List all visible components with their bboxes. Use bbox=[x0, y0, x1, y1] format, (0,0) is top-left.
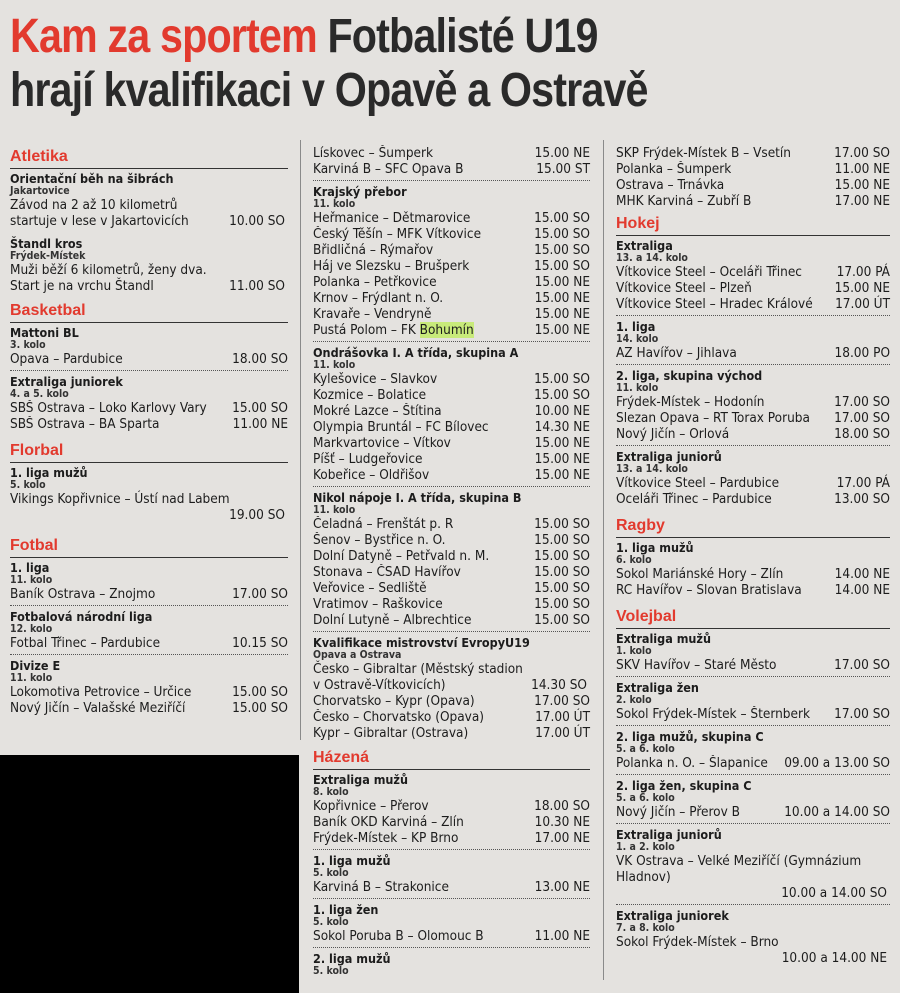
match-list bbox=[313, 928, 590, 944]
match-teams: SBŠ Ostrava – BA Sparta bbox=[10, 416, 160, 432]
match-row bbox=[616, 161, 890, 177]
match-teams: Polanka n. O. – Šlapanice bbox=[616, 755, 768, 771]
match-time: 17.00 NE bbox=[534, 830, 590, 846]
match-time: 11.00 NE bbox=[834, 161, 890, 177]
match-time: 13.00 NE bbox=[534, 879, 590, 895]
match-row bbox=[616, 280, 890, 296]
headline-line-1 bbox=[10, 10, 771, 64]
headline-red: Kam za sportem bbox=[10, 10, 317, 63]
league-name: Extraliga mužů bbox=[313, 772, 408, 787]
match-teams: Kobeřice – Oldřišov bbox=[313, 467, 430, 483]
match-time: 15.00 SO bbox=[534, 564, 590, 580]
match-time: 15.00 NE bbox=[834, 280, 890, 296]
match-time: 15.00 NE bbox=[534, 274, 590, 290]
match-teams: Karviná B – Strakonice bbox=[313, 879, 449, 895]
match-teams: Sokol Poruba B – Olomouc B bbox=[313, 928, 484, 944]
match-time: 17.00 SO bbox=[834, 657, 890, 673]
match-row bbox=[313, 290, 590, 306]
match-row bbox=[313, 928, 590, 944]
match-time: 17.00 SO bbox=[534, 693, 590, 709]
match-teams: Kravaře – Vendryně bbox=[313, 306, 432, 322]
match-teams: Mokré Lazce – Štítina bbox=[313, 403, 442, 419]
match-list bbox=[313, 879, 590, 895]
match-row bbox=[616, 177, 890, 193]
match-time: 17.00 SO bbox=[232, 586, 288, 602]
match-time: 19.00 SO bbox=[229, 507, 285, 523]
match-time: 09.00 a 13.00 SO bbox=[784, 755, 890, 771]
match-row bbox=[616, 804, 890, 820]
match-list bbox=[616, 345, 890, 361]
event-description bbox=[10, 262, 288, 294]
match-time: 15.00 SO bbox=[534, 226, 590, 242]
match-row bbox=[10, 416, 288, 432]
match-teams: Markvartovice – Vítkov bbox=[313, 435, 451, 451]
match-teams: Baník OKD Karviná – Zlín bbox=[313, 814, 464, 830]
match-teams: Polanka – Petřkovice bbox=[313, 274, 437, 290]
event-time: 11.00 SO bbox=[229, 278, 285, 294]
match-time: 17.00 ÚT bbox=[535, 709, 590, 725]
match-time: 15.00 SO bbox=[534, 258, 590, 274]
league-name: Mattoni BL bbox=[10, 325, 79, 340]
league-name: 2. liga, skupina východ bbox=[616, 368, 763, 383]
round-label: 7. a 8. kolo bbox=[616, 922, 675, 934]
match-time: 17.00 ÚT bbox=[835, 296, 890, 312]
match-teams: Břidličná – Rýmařov bbox=[313, 242, 434, 258]
match-teams: Nový Jičín – Valašské Meziříčí bbox=[10, 700, 186, 716]
round-label: 1. kolo bbox=[616, 645, 652, 657]
league-name: Extraliga juniorů bbox=[616, 449, 722, 464]
match-row bbox=[313, 242, 590, 258]
match-teams: Karviná B – SFC Opava B bbox=[313, 161, 464, 177]
match-time: 15.00 SO bbox=[232, 400, 288, 416]
match-time: 15.00 NE bbox=[534, 290, 590, 306]
match-row bbox=[313, 210, 590, 226]
match-teams: RC Havířov – Slovan Bratislava bbox=[616, 582, 802, 598]
match-row bbox=[10, 635, 288, 651]
match-teams: Kozmice – Bolatice bbox=[313, 387, 427, 403]
match-teams: Lokomotiva Petrovice – Určice bbox=[10, 684, 192, 700]
match-row bbox=[313, 435, 590, 451]
match-row bbox=[313, 596, 590, 612]
match-time: 10.15 SO bbox=[232, 635, 288, 651]
round-label: 5. kolo bbox=[313, 965, 349, 977]
match-time: 15.00 NE bbox=[534, 322, 590, 338]
match-row bbox=[313, 725, 590, 741]
match-row bbox=[313, 830, 590, 846]
match-teams: Frýdek-Místek – Hodonín bbox=[616, 394, 765, 410]
match-time: 18.00 SO bbox=[534, 798, 590, 814]
league-name: 2. liga žen, skupina C bbox=[616, 778, 752, 793]
match-row bbox=[616, 410, 890, 426]
league-name: 1. liga bbox=[616, 319, 656, 334]
match-time: 17.00 SO bbox=[834, 706, 890, 722]
match-row bbox=[313, 145, 590, 161]
match-teams: Nový Jičín – Orlová bbox=[616, 426, 730, 442]
match-teams: Česko – Gibraltar (Městský stadion v Ostravě-Vítkovicích) bbox=[313, 661, 523, 693]
league-name: 1. liga bbox=[10, 560, 50, 575]
round-label: 4. a 5. kolo bbox=[10, 388, 69, 400]
match-time: 15.00 SO bbox=[534, 387, 590, 403]
match-list bbox=[616, 566, 890, 598]
match-list bbox=[616, 145, 890, 209]
league-name: Ondrášovka I. A třída, skupina A bbox=[313, 345, 519, 360]
match-time: 14.30 SO bbox=[531, 677, 587, 693]
match-teams: Krnov – Frýdlant n. O. bbox=[313, 290, 444, 306]
match-row bbox=[313, 371, 590, 387]
match-row bbox=[616, 706, 890, 722]
match-row bbox=[616, 657, 890, 673]
match-list bbox=[616, 394, 890, 442]
match-time: 15.00 SO bbox=[534, 210, 590, 226]
match-teams: Opava – Pardubice bbox=[10, 351, 123, 367]
match-teams: Píšť – Ludgeřovice bbox=[313, 451, 423, 467]
match-time: 14.00 NE bbox=[834, 582, 890, 598]
match-time: 14.30 NE bbox=[534, 419, 590, 435]
round-label: 11. kolo bbox=[10, 672, 53, 684]
match-teams: Sokol Frýdek-Místek – Šternberk bbox=[616, 706, 810, 722]
round-label: 11. kolo bbox=[313, 359, 356, 371]
league-name: Divize E bbox=[10, 658, 61, 673]
round-label: 13. a 14. kolo bbox=[616, 252, 688, 264]
match-teams: Fotbal Třinec – Pardubice bbox=[10, 635, 161, 651]
match-row bbox=[616, 264, 890, 280]
event-text: Muži běží 6 kilometrů, ženy dva. Start je na vrchu Štandl bbox=[10, 262, 207, 294]
match-row bbox=[616, 491, 890, 507]
round-label: 11. kolo bbox=[10, 574, 53, 586]
section-atletika: Atletika bbox=[10, 148, 288, 169]
round-label: 13. a 14. kolo bbox=[616, 463, 688, 475]
league-name: Extraliga bbox=[616, 238, 673, 253]
round-label: 1. a 2. kolo bbox=[616, 841, 675, 853]
match-list bbox=[616, 804, 890, 820]
match-time: 10.00 a 14.00 NE bbox=[781, 950, 887, 966]
match-row bbox=[313, 403, 590, 419]
round-label: 2. kolo bbox=[616, 694, 652, 706]
match-teams: Vikings Kopřivnice – Ústí nad Labem bbox=[10, 491, 230, 507]
match-teams: VK Ostrava – Velké Meziříčí (Gymnázium Hladnov) bbox=[616, 853, 862, 885]
match-wrapped bbox=[313, 661, 590, 693]
column-middle bbox=[313, 145, 590, 977]
match-list bbox=[313, 516, 590, 628]
league-name: 2. liga mužů, skupina C bbox=[616, 729, 764, 744]
league-name: Extraliga juniorek bbox=[616, 908, 729, 923]
match-row bbox=[313, 322, 590, 338]
column-divider bbox=[300, 140, 301, 740]
match-list bbox=[313, 371, 590, 483]
round-label: 3. kolo bbox=[10, 339, 46, 351]
match-row bbox=[313, 548, 590, 564]
match-teams: Česko – Chorvatsko (Opava) bbox=[313, 709, 485, 725]
match-teams: Kylešovice – Slavkov bbox=[313, 371, 438, 387]
column-right bbox=[616, 145, 890, 966]
headline-line-2: hrají kvalifikaci v Opavě a Ostravě bbox=[10, 64, 648, 117]
event-time: 10.00 SO bbox=[229, 213, 285, 229]
match-time: 18.00 PO bbox=[834, 345, 890, 361]
event-place: Jakartovice bbox=[10, 185, 70, 197]
match-row bbox=[616, 755, 890, 771]
section-florbal: Florbal bbox=[10, 442, 288, 463]
match-time: 17.00 NE bbox=[834, 193, 890, 209]
event-text: Závod na 2 až 10 kilometrů startuje v lese v Jakartovicích bbox=[10, 197, 189, 229]
league-name: Extraliga žen bbox=[616, 680, 699, 695]
league-name: Krajský přebor bbox=[313, 184, 407, 199]
match-row bbox=[616, 345, 890, 361]
match-time: 15.00 SO bbox=[232, 684, 288, 700]
event-description bbox=[10, 197, 288, 229]
match-teams: Kopřivnice – Přerov bbox=[313, 798, 429, 814]
match-row bbox=[616, 475, 890, 491]
match-time: 15.00 NE bbox=[834, 177, 890, 193]
match-time: 17.00 ÚT bbox=[535, 725, 590, 741]
round-label: 8. kolo bbox=[313, 786, 349, 798]
league-name: Fotbalová národní liga bbox=[10, 609, 153, 624]
match-row bbox=[313, 516, 590, 532]
match-teams: SKV Havířov – Staré Město bbox=[616, 657, 777, 673]
round-label: 5. kolo bbox=[313, 867, 349, 879]
headline-dark-1: Fotbalisté U19 bbox=[327, 10, 598, 63]
match-teams: SKP Frýdek-Místek B – Vsetín bbox=[616, 145, 792, 161]
match-teams: Háj ve Slezsku – Brušperk bbox=[313, 258, 470, 274]
round-label: 11. kolo bbox=[616, 382, 659, 394]
match-teams: Čeladná – Frenštát p. R bbox=[313, 516, 454, 532]
section-ragby: Ragby bbox=[616, 517, 890, 538]
match-row bbox=[313, 879, 590, 895]
match-row bbox=[616, 145, 890, 161]
match-list bbox=[616, 706, 890, 722]
match-row bbox=[313, 226, 590, 242]
section-hokej: Hokej bbox=[616, 215, 890, 236]
league-name: 1. liga mužů bbox=[616, 540, 694, 555]
event-place: Frýdek-Místek bbox=[10, 250, 86, 262]
match-list bbox=[313, 798, 590, 846]
match-teams: Vítkovice Steel – Hradec Králové bbox=[616, 296, 813, 312]
match-teams: SBŠ Ostrava – Loko Karlovy Vary bbox=[10, 400, 207, 416]
match-time: 17.00 SO bbox=[834, 394, 890, 410]
match-time: 18.00 SO bbox=[834, 426, 890, 442]
section-hazena: Házená bbox=[313, 749, 590, 770]
redacted-block bbox=[0, 755, 299, 993]
match-row bbox=[616, 582, 890, 598]
match-time: 15.00 SO bbox=[534, 516, 590, 532]
match-teams: Heřmanice – Dětmarovice bbox=[313, 210, 471, 226]
match-time: 15.00 SO bbox=[534, 612, 590, 628]
match-row bbox=[10, 586, 288, 602]
league-name: 1. liga mužů bbox=[10, 465, 88, 480]
match-list bbox=[616, 264, 890, 312]
match-time: 10.00 NE bbox=[534, 403, 590, 419]
match-time: 15.00 ST bbox=[536, 161, 590, 177]
match-teams: MHK Karviná – Zubří B bbox=[616, 193, 752, 209]
match-time: 10.00 a 14.00 SO bbox=[784, 804, 890, 820]
league-name: 1. liga mužů bbox=[313, 853, 391, 868]
match-row bbox=[313, 580, 590, 596]
match-row bbox=[313, 451, 590, 467]
match-row bbox=[10, 700, 288, 716]
match-time: 17.00 SO bbox=[834, 410, 890, 426]
team-text: Pustá Polom – FK bbox=[313, 322, 420, 338]
match-teams: AZ Havířov – Jihlava bbox=[616, 345, 737, 361]
match-time: 15.00 NE bbox=[534, 145, 590, 161]
match-teams: Dolní Datyně – Petřvald n. M. bbox=[313, 548, 490, 564]
match-list bbox=[313, 210, 590, 322]
match-row bbox=[313, 798, 590, 814]
round-label: 5. kolo bbox=[313, 916, 349, 928]
league-name: Kvalifikace mistrovství EvropyU19 bbox=[313, 635, 530, 650]
match-row bbox=[616, 426, 890, 442]
match-row bbox=[313, 161, 590, 177]
match-time: 15.00 SO bbox=[534, 371, 590, 387]
match-row bbox=[10, 351, 288, 367]
match-teams: Vítkovice Steel – Oceláři Třinec bbox=[616, 264, 802, 280]
match-time: 14.00 NE bbox=[834, 566, 890, 582]
match-teams: Baník Ostrava – Znojmo bbox=[10, 586, 156, 602]
match-time: 15.00 SO bbox=[232, 700, 288, 716]
match-teams: Sokol Frýdek-Místek – Brno bbox=[616, 934, 779, 950]
match-teams: Stonava – ČSAD Havířov bbox=[313, 564, 461, 580]
match-teams: Sokol Mariánské Hory – Zlín bbox=[616, 566, 784, 582]
match-time: 15.00 SO bbox=[534, 242, 590, 258]
match-row bbox=[616, 566, 890, 582]
column-divider bbox=[603, 140, 604, 980]
match-teams: Olympia Bruntál – FC Bílovec bbox=[313, 419, 489, 435]
match-teams: Vítkovice Steel – Pardubice bbox=[616, 475, 780, 491]
match-time: 10.00 a 14.00 SO bbox=[781, 885, 887, 901]
match-time: 15.00 SO bbox=[534, 580, 590, 596]
match-teams: Kypr – Gibraltar (Ostrava) bbox=[313, 725, 469, 741]
round-label: Opava a Ostrava bbox=[313, 649, 402, 661]
match-teams: Ostrava – Trnávka bbox=[616, 177, 725, 193]
league-name: 1. liga žen bbox=[313, 902, 379, 917]
round-label: 6. kolo bbox=[616, 554, 652, 566]
match-row bbox=[313, 258, 590, 274]
event-title: Orientační běh na šibrách bbox=[10, 171, 174, 186]
match-time: 11.00 NE bbox=[232, 416, 288, 432]
match-row bbox=[10, 684, 288, 700]
match-time: 13.00 SO bbox=[834, 491, 890, 507]
league-name: Extraliga mužů bbox=[616, 631, 711, 646]
match-teams: Nový Jičín – Přerov B bbox=[616, 804, 740, 820]
league-name: 2. liga mužů bbox=[313, 951, 391, 966]
column-left bbox=[10, 142, 288, 716]
round-label: 5. a 6. kolo bbox=[616, 743, 675, 755]
match-time: 15.00 NE bbox=[534, 467, 590, 483]
match-row bbox=[313, 532, 590, 548]
match-teams bbox=[313, 322, 474, 338]
match-row bbox=[313, 419, 590, 435]
match-list bbox=[616, 475, 890, 507]
match-teams: Slezan Opava – RT Torax Poruba bbox=[616, 410, 810, 426]
section-fotbal: Fotbal bbox=[10, 537, 288, 558]
match-row bbox=[313, 709, 590, 725]
match-time: 10.30 NE bbox=[534, 814, 590, 830]
section-basketbal: Basketbal bbox=[10, 302, 288, 323]
league-name: Extraliga juniorů bbox=[616, 827, 722, 842]
match-row bbox=[313, 274, 590, 290]
league-name: Extraliga juniorek bbox=[10, 374, 123, 389]
round-label: 12. kolo bbox=[10, 623, 53, 635]
match-teams: Veřovice – Sedliště bbox=[313, 580, 427, 596]
round-label: 14. kolo bbox=[616, 333, 659, 345]
match-row bbox=[10, 400, 288, 416]
headline bbox=[10, 10, 771, 118]
round-label: 11. kolo bbox=[313, 198, 356, 210]
match-teams: Český Těšín – MFK Vítkovice bbox=[313, 226, 482, 242]
league-name: Nikol nápoje I. A třída, skupina B bbox=[313, 490, 522, 505]
event-title: Štandl kros bbox=[10, 236, 83, 251]
match-row bbox=[313, 467, 590, 483]
match-row bbox=[313, 814, 590, 830]
match-row bbox=[313, 387, 590, 403]
match-time: 15.00 SO bbox=[534, 532, 590, 548]
match-row bbox=[313, 612, 590, 628]
match-row bbox=[313, 306, 590, 322]
match-teams: Lískovec – Šumperk bbox=[313, 145, 434, 161]
match-time: 15.00 SO bbox=[534, 548, 590, 564]
match-list bbox=[313, 693, 590, 741]
match-time: 17.00 SO bbox=[834, 145, 890, 161]
match-teams: Vratimov – Raškovice bbox=[313, 596, 443, 612]
match-time: 15.00 NE bbox=[534, 435, 590, 451]
match-time: 15.00 SO bbox=[534, 596, 590, 612]
match-teams: Frýdek-Místek – KP Brno bbox=[313, 830, 459, 846]
match-teams: Dolní Lutyně – Albrechtice bbox=[313, 612, 472, 628]
match-row bbox=[616, 394, 890, 410]
match-time: 11.00 NE bbox=[534, 928, 590, 944]
round-label: 5. a 6. kolo bbox=[616, 792, 675, 804]
match-row bbox=[313, 564, 590, 580]
match-row bbox=[616, 296, 890, 312]
match-teams: Chorvatsko – Kypr (Opava) bbox=[313, 693, 475, 709]
match-teams: Vítkovice Steel – Plzeň bbox=[616, 280, 752, 296]
match-row bbox=[313, 693, 590, 709]
section-volejbal: Volejbal bbox=[616, 608, 890, 629]
match-teams: Polanka – Šumperk bbox=[616, 161, 732, 177]
match-list bbox=[616, 755, 890, 771]
round-label: 11. kolo bbox=[313, 504, 356, 516]
match-time: 17.00 PÁ bbox=[836, 264, 890, 280]
match-teams: Šenov – Bystřice n. O. bbox=[313, 532, 446, 548]
match-time: 15.00 NE bbox=[534, 306, 590, 322]
round-label: 5. kolo bbox=[10, 479, 46, 491]
highlighted-team: Bohumín bbox=[419, 322, 474, 338]
match-time: 15.00 NE bbox=[534, 451, 590, 467]
match-time: 17.00 PÁ bbox=[836, 475, 890, 491]
match-time: 18.00 SO bbox=[232, 351, 288, 367]
match-teams: Oceláři Třinec – Pardubice bbox=[616, 491, 772, 507]
match-row bbox=[616, 193, 890, 209]
match-list bbox=[616, 657, 890, 673]
